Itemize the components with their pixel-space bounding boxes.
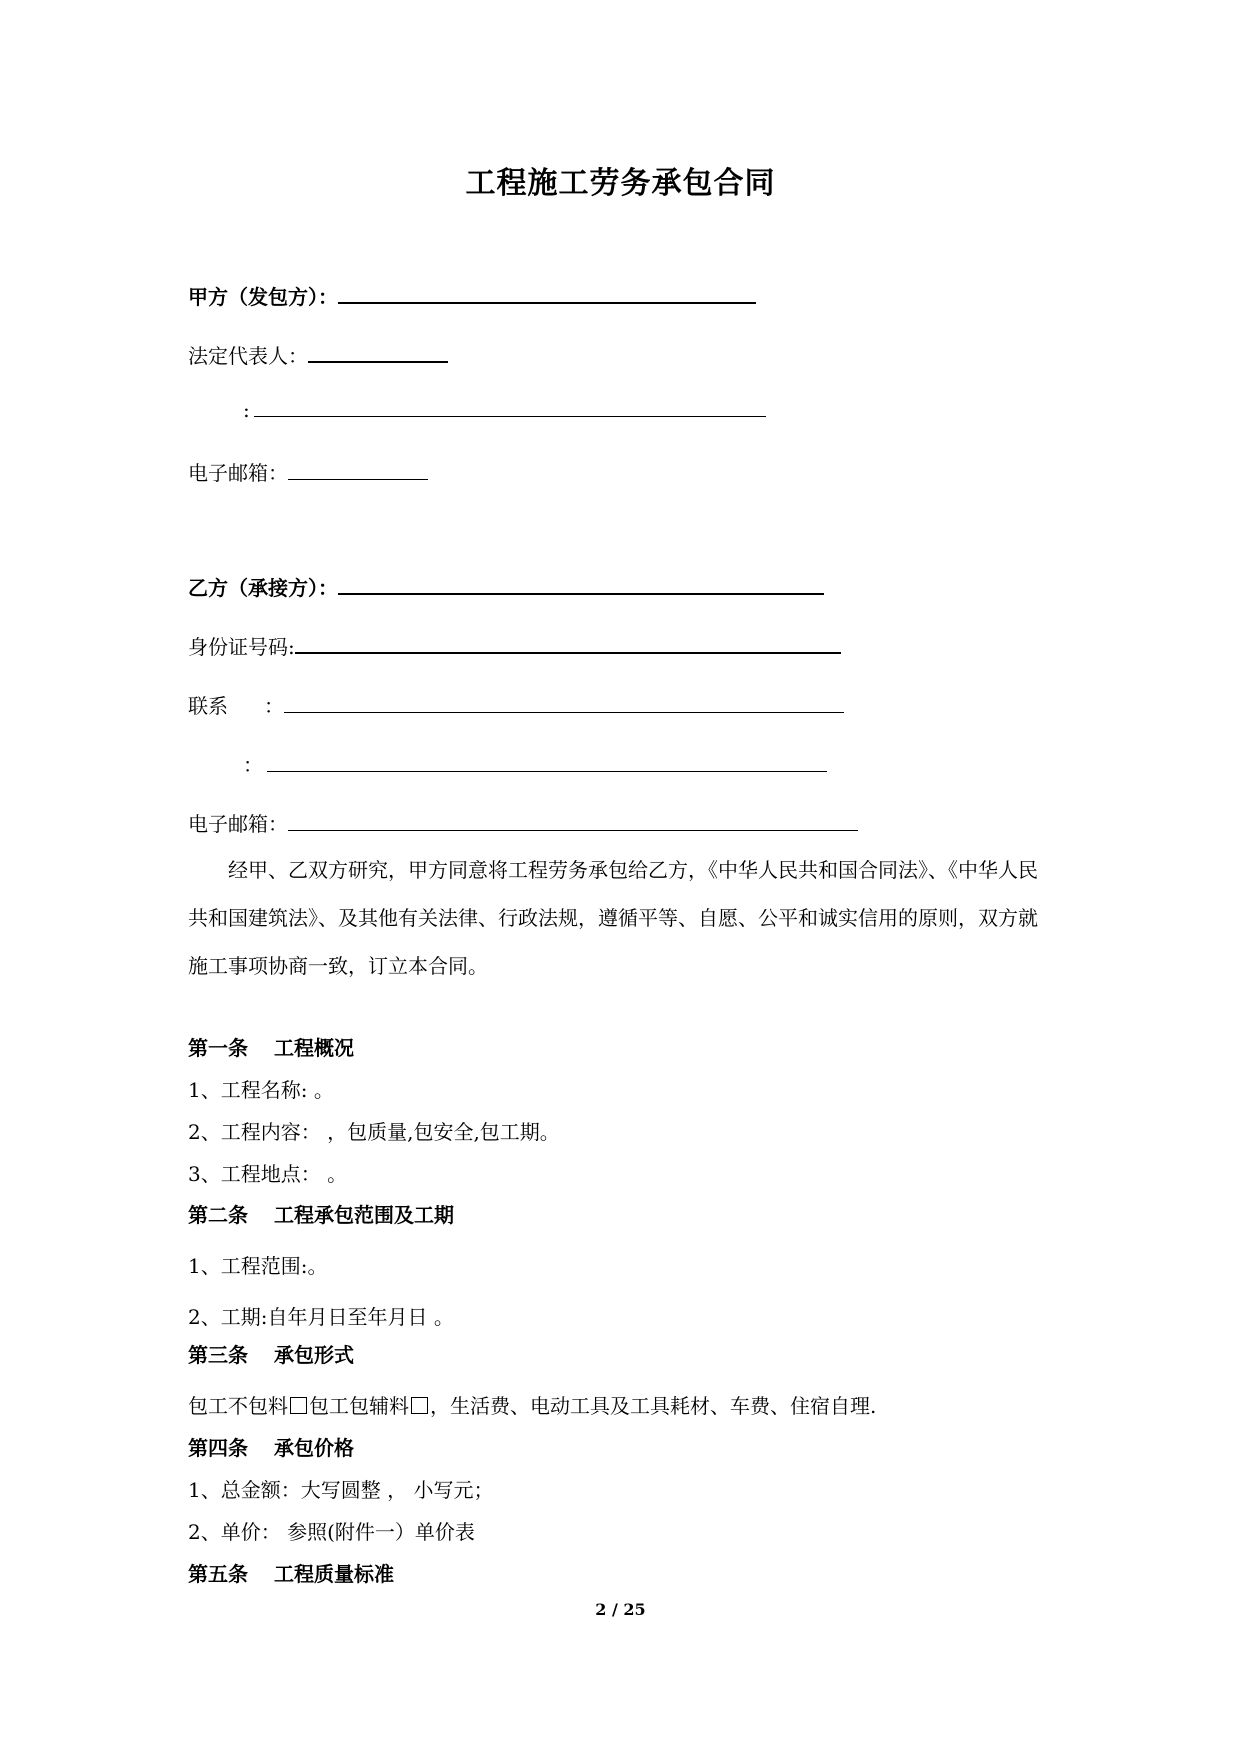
party-a-extra-blank[interactable] <box>254 412 766 417</box>
article-5-title: 工程质量标准 <box>274 1562 394 1586</box>
article-4-item-1: 1、总金额：大写圆整 ， 小写元； <box>188 1478 494 1502</box>
id-number-blank[interactable] <box>295 648 841 654</box>
form-option-1-checkbox[interactable] <box>290 1397 307 1414</box>
party-b-email-blank[interactable] <box>288 826 858 831</box>
article-1-title: 工程概况 <box>274 1036 354 1060</box>
party-b-label: 乙方（承接方）： <box>188 576 338 600</box>
contact-colon: ： <box>264 694 284 718</box>
article-2-heading <box>188 1199 454 1228</box>
legal-rep-label: 法定代表人： <box>188 344 308 368</box>
article-2-item-2: 2、工期:自年月日至年月日 。 <box>188 1305 454 1329</box>
party-b-email-line <box>188 808 858 837</box>
article-3-number: 第三条 <box>188 1343 248 1367</box>
party-a-email-label: 电子邮箱： <box>188 461 288 485</box>
party-a-email-line <box>188 457 428 486</box>
article-5-heading <box>188 1558 394 1587</box>
article-2-title: 工程承包范围及工期 <box>274 1203 454 1227</box>
article-3-title: 承包形式 <box>274 1343 354 1367</box>
party-a-extra-line <box>243 398 766 422</box>
party-b-extra-colon: ： <box>243 753 263 777</box>
page-number: 2 / 25 <box>595 1600 646 1619</box>
id-number-label: 身份证号码: <box>188 635 295 659</box>
article-1-item-2: 2、工程内容： ，包质量,包安全,包工期。 <box>188 1120 560 1144</box>
legal-rep-line <box>188 340 448 369</box>
id-number-line <box>188 631 841 660</box>
article-2-item-1: 1、工程范围:。 <box>188 1254 328 1278</box>
article-3-form-line <box>188 1390 876 1419</box>
legal-rep-blank[interactable] <box>308 357 448 363</box>
party-b-extra-blank[interactable] <box>267 767 827 772</box>
article-4-number: 第四条 <box>188 1436 248 1460</box>
form-option-2-checkbox[interactable] <box>411 1397 428 1414</box>
preamble-paragraph: 经甲、乙双方研究，甲方同意将工程劳务承包给乙方，《中华人民共和国合同法》、《中华人民共和国建筑法》、及其他有关法律、行政法规，遵循平等、自愿、公平和诚实信用的原则，双方就施工事项协商一致，订立本合同。 <box>188 858 1038 978</box>
article-1-item-3: 3、工程地点： 。 <box>188 1162 348 1186</box>
article-3-heading <box>188 1339 354 1368</box>
article-4-heading <box>188 1432 354 1461</box>
article-1-number: 第一条 <box>188 1036 248 1060</box>
party-b-email-label: 电子邮箱： <box>188 812 288 836</box>
contact-line <box>188 690 844 719</box>
party-a-line <box>188 281 756 310</box>
article-4-title: 承包价格 <box>274 1436 354 1460</box>
article-5-number: 第五条 <box>188 1562 248 1586</box>
party-a-label: 甲方（发包方）： <box>188 285 338 309</box>
page-title: 工程施工劳务承包合同 <box>465 166 776 201</box>
party-b-line <box>188 572 824 601</box>
form-note: ，生活费、电动工具及工具耗材、车费、住宿自理. <box>430 1394 877 1418</box>
form-option-2-label: 包工包辅料 <box>309 1394 409 1418</box>
article-1-item-1: 1、工程名称: 。 <box>188 1078 334 1102</box>
party-b-extra-line <box>243 749 827 778</box>
party-a-blank[interactable] <box>338 298 756 304</box>
party-a-extra-colon: : <box>243 398 250 422</box>
contact-label: 联系 <box>188 694 228 718</box>
article-4-item-2: 2、单价： 参照(附件一）单价表 <box>188 1520 475 1544</box>
party-a-email-blank[interactable] <box>288 475 428 480</box>
article-2-number: 第二条 <box>188 1203 248 1227</box>
article-1-heading <box>188 1032 354 1061</box>
form-option-1-label: 包工不包料 <box>188 1394 288 1418</box>
party-b-blank[interactable] <box>338 589 824 595</box>
contact-blank[interactable] <box>284 708 844 713</box>
